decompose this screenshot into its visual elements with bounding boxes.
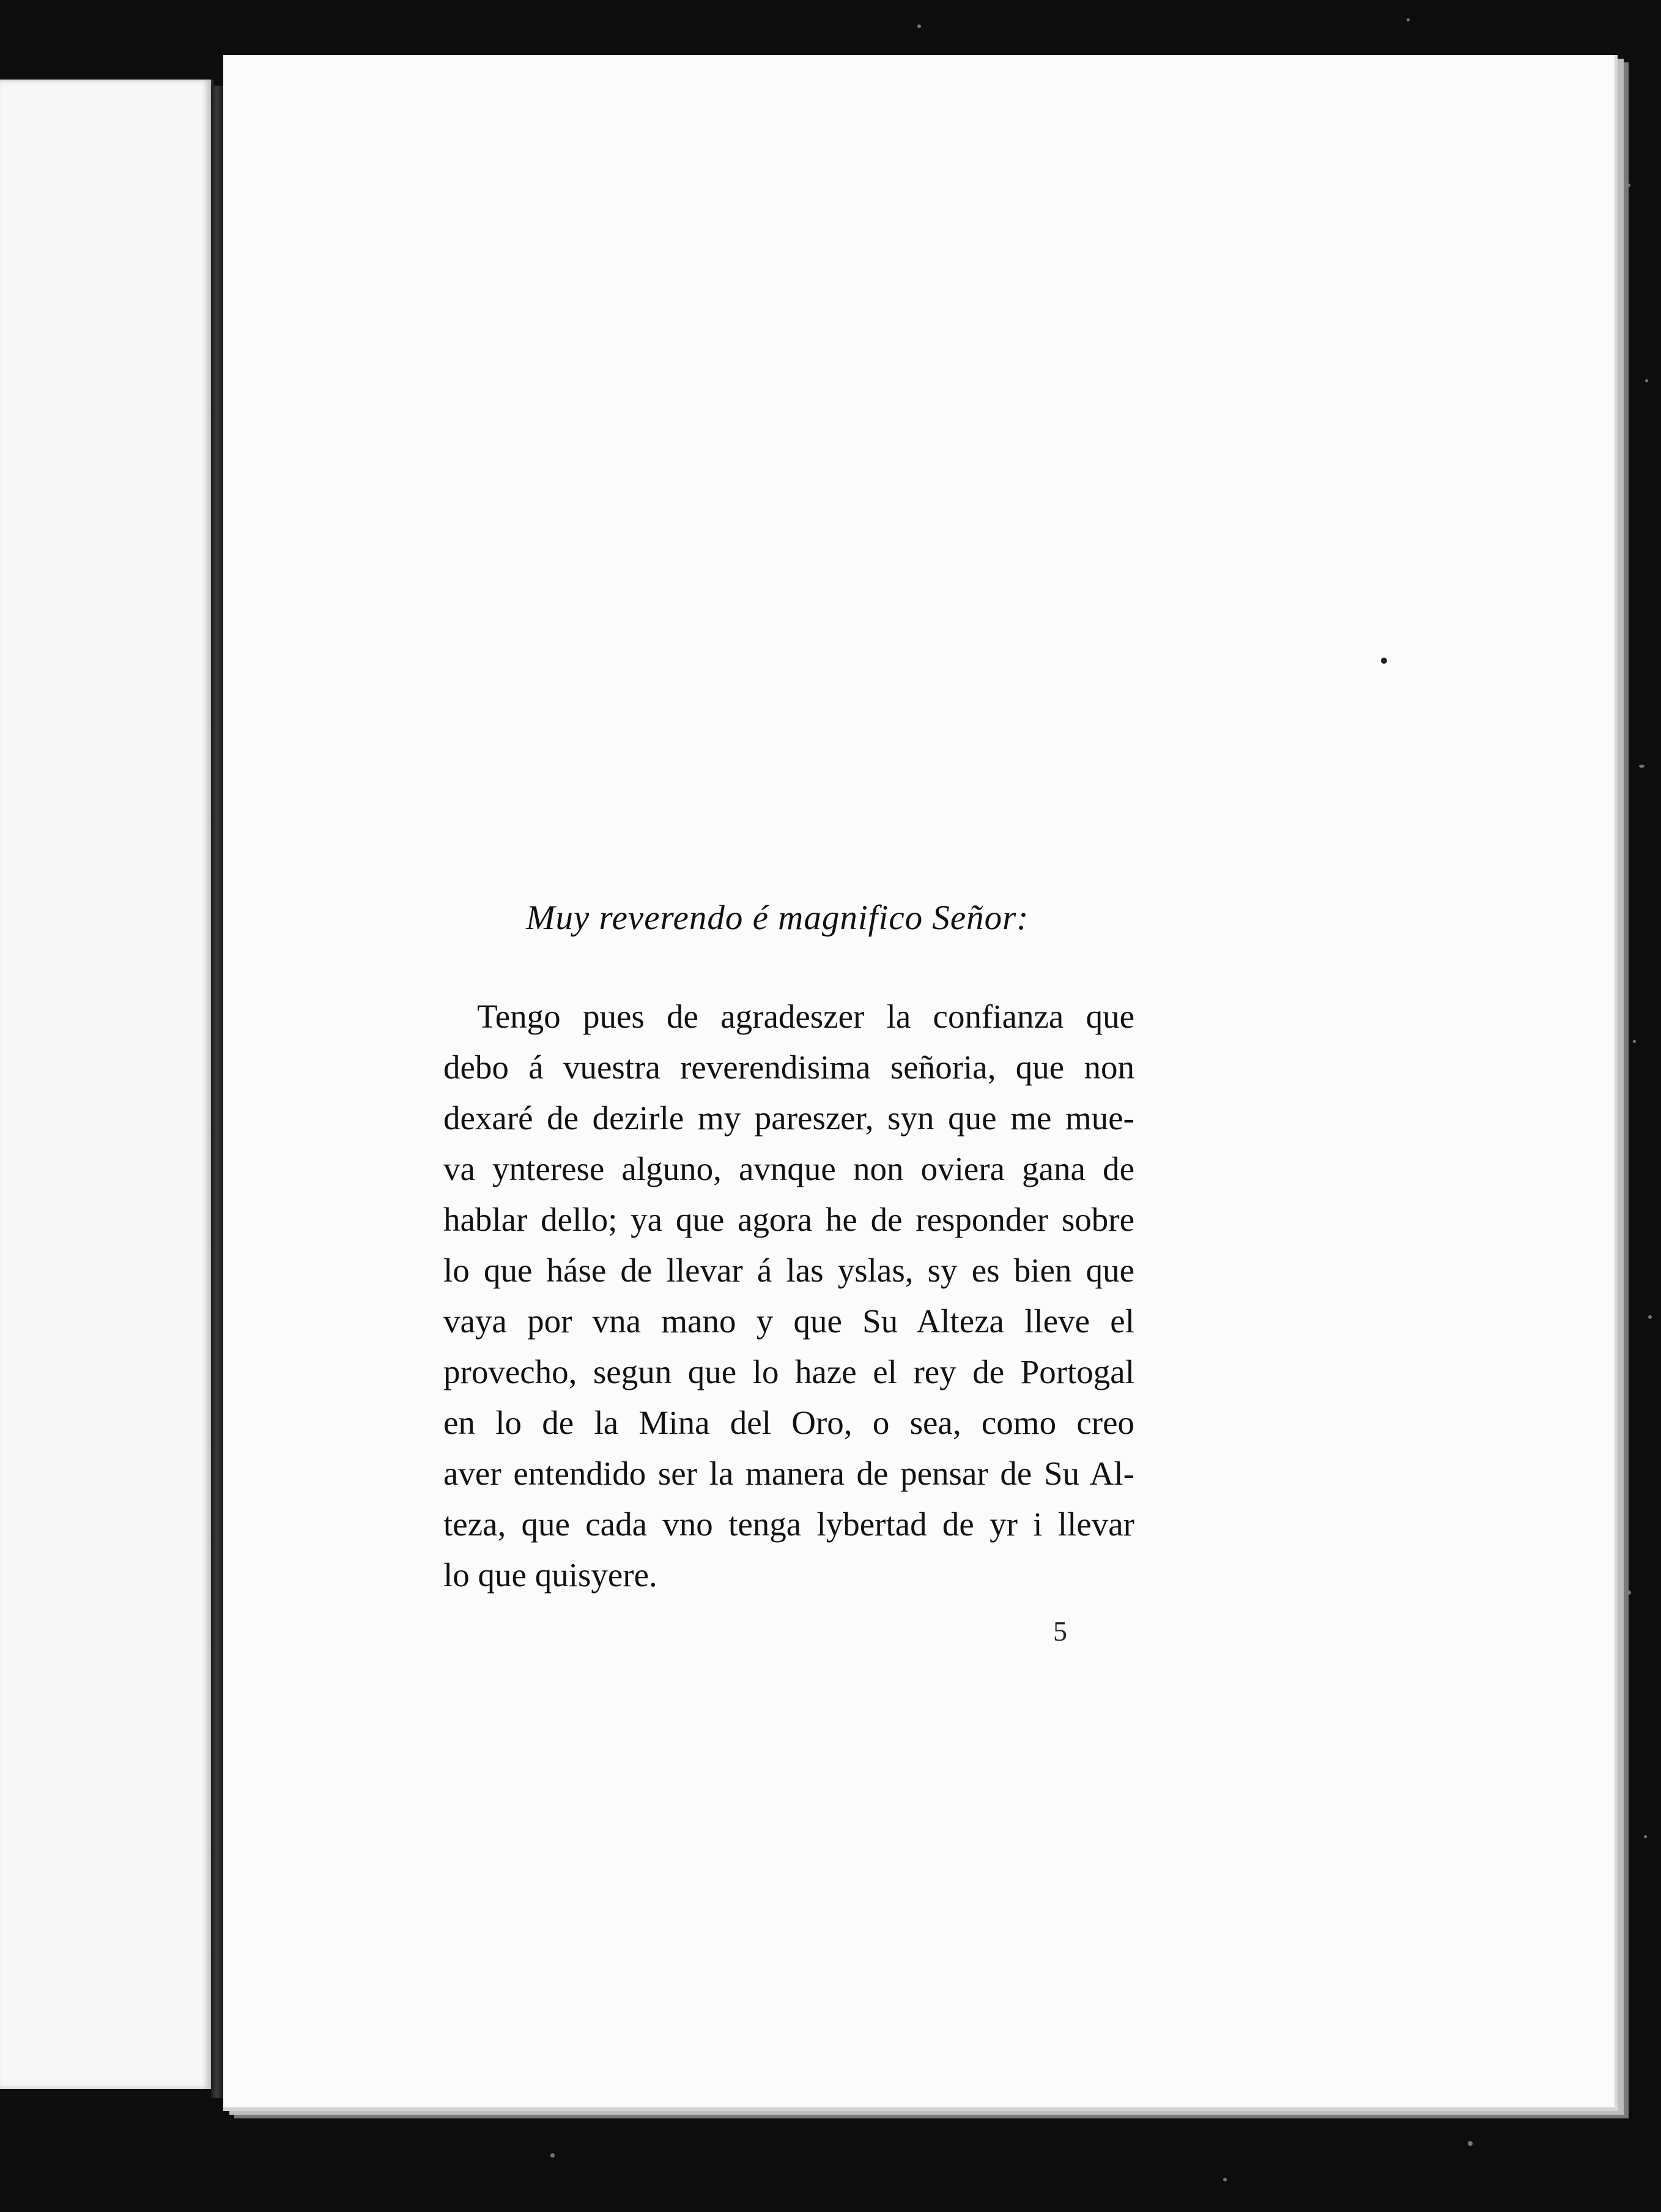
- text-line: dexaré de dezirle my pareszer, syn que me mue-: [443, 1099, 1134, 1137]
- page-number: 5: [1053, 1616, 1067, 1647]
- body-paragraph: [443, 991, 1134, 1600]
- text-line: teza, que cada vno tenga lybertad de yr i llevar: [443, 1505, 1134, 1543]
- salutation: Muy reverendo é magnifico Señor:: [526, 899, 1029, 937]
- text-line: aver entendido ser la manera de pensar de Su Al-: [443, 1455, 1134, 1492]
- text-line: va ynterese alguno, avnque non oviera gana de: [443, 1150, 1134, 1187]
- text-line: hablar dello; ya que agora he de responder sobre: [443, 1201, 1134, 1238]
- text-line: Tengo pues de agradeszer la confianza que: [477, 998, 1134, 1035]
- facing-page-edge: [0, 80, 213, 2089]
- dust-mark: [1381, 658, 1387, 664]
- text-line: debo á vuestra reverendisima señoria, que non: [443, 1048, 1134, 1086]
- book-gutter: [211, 86, 224, 2098]
- text-line: vaya por vna mano y que Su Alteza lleve el: [443, 1302, 1134, 1340]
- text-line: lo que háse de llevar á las yslas, sy es bien que: [443, 1252, 1134, 1289]
- text-line: lo que quisyere.: [443, 1556, 657, 1594]
- text-line: provecho, segun que lo haze el rey de Portogal: [443, 1353, 1134, 1390]
- text-line: en lo de la Mina del Oro, o sea, como creo: [443, 1404, 1134, 1441]
